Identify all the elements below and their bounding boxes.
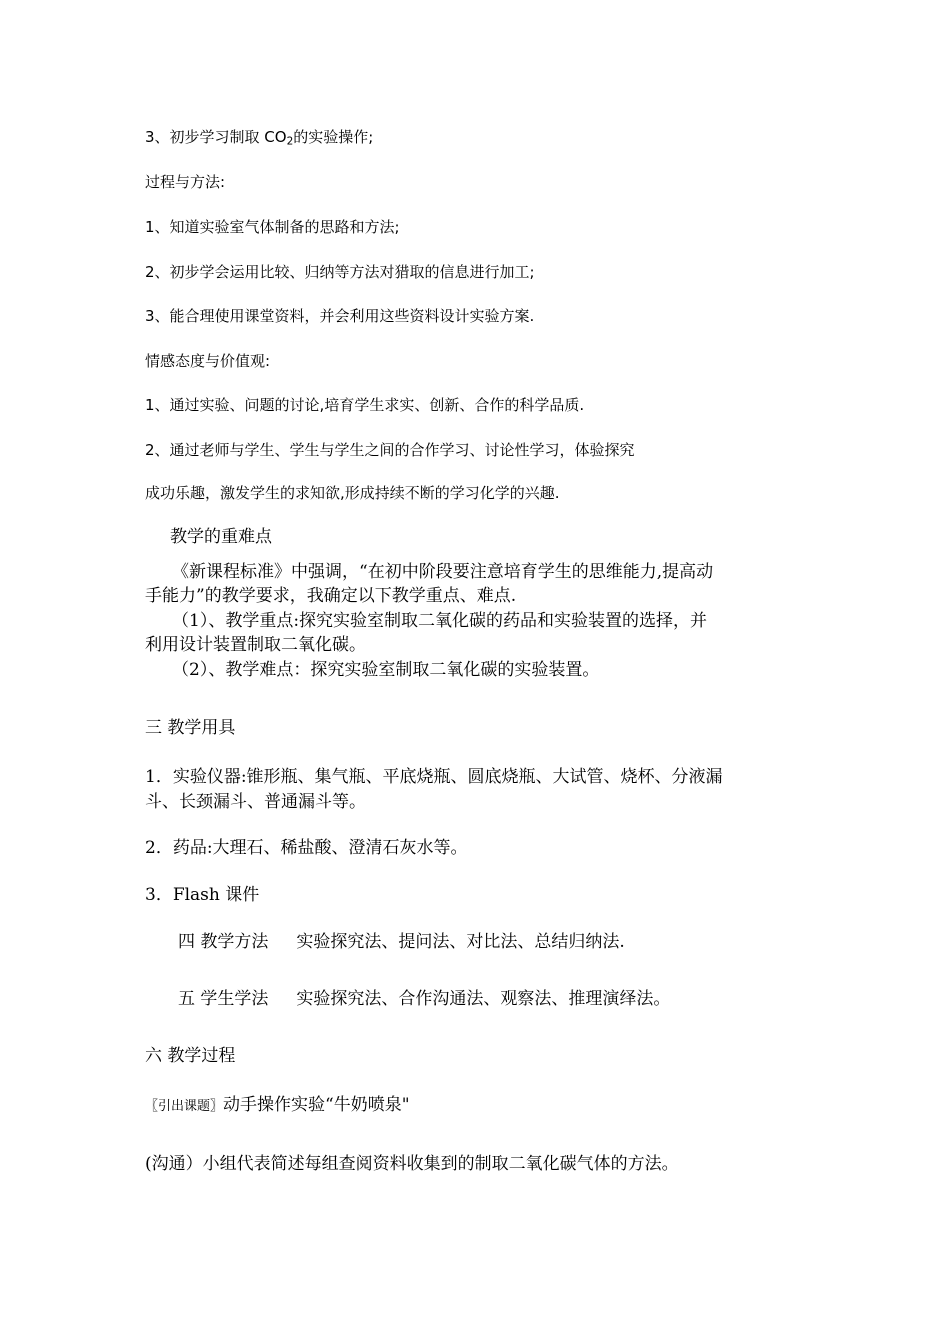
section-teaching-method [178,932,625,952]
heading-emotion-values: 情感态度与价值观: [145,352,271,370]
section-label: 五 学生学法 [178,989,269,1009]
emotion-item-2-cont: 成功乐趣，激发学生的求知欲,形成持续不断的学习化学的兴趣. [145,484,560,502]
key-point-line2: 利用设计装置制取二氧化碳。 [145,635,366,655]
standard-paragraph-line1: 《新课程标准》中强调，“在初中阶段要注意培育学生的思维能力,提高动 [172,562,714,582]
heading-key-difficult-points: 教学的重难点 [170,527,272,547]
process-item-2: 2、初步学会运用比较、归纳等方法对猎取的信息进行加工; [145,263,535,281]
section-teaching-tools: 三 教学用具 [145,718,236,738]
text: 3、初步学习制取 CO [145,128,287,146]
tools-item-1-line1: 1．实验仪器:锥形瓶、集气瓶、平底烧瓶、圆底烧瓶、大试管、烧杯、分液漏 [145,767,723,787]
emotion-item-1: 1、通过实验、问题的讨论,培育学生求实、创新、合作的科学品质. [145,396,585,414]
objective-3-co2 [145,128,373,148]
section-content: 实验探究法、提问法、对比法、总结归纳法. [296,932,625,952]
heading-process-method: 过程与方法: [145,173,226,191]
section-teaching-process: 六 教学过程 [145,1046,236,1066]
tools-item-2: 2．药品:大理石、稀盐酸、澄清石灰水等。 [145,838,468,858]
emotion-item-2: 2、通过老师与学生、学生与学生之间的合作学习、讨论性学习，体验探究 [145,441,635,459]
subscript: 2 [286,135,294,148]
key-point-line1: （1）、教学重点:探究实验室制取二氧化碳的药品和实验装置的选择，并 [172,611,708,631]
tools-item-1-line2: 斗、长颈漏斗、普通漏斗等。 [145,792,366,812]
communication-step: (沟通）小组代表简述每组查阅资料收集到的制取二氧化碳气体的方法。 [145,1154,679,1174]
intro-label: 〖引出课题〗 [145,1099,224,1114]
tools-item-3: 3．Flash 课件 [145,885,260,905]
section-label: 四 教学方法 [178,932,269,952]
intro-topic [145,1095,410,1115]
difficult-point: （2）、教学难点：探究实验室制取二氧化碳的实验装置。 [172,660,600,680]
intro-content: 动手操作实验“牛奶喷泉" [223,1095,410,1115]
process-item-3: 3、能合理使用课堂资料，并会利用这些资料设计实验方案. [145,307,535,325]
process-item-1: 1、知道实验室气体制备的思路和方法; [145,218,400,236]
standard-paragraph-line2: 手能力”的教学要求，我确定以下教学重点、难点. [145,586,517,606]
text: 的实验操作; [293,128,374,146]
section-content: 实验探究法、合作沟通法、观察法、推理演绎法。 [296,989,671,1009]
section-learning-method [178,989,670,1009]
